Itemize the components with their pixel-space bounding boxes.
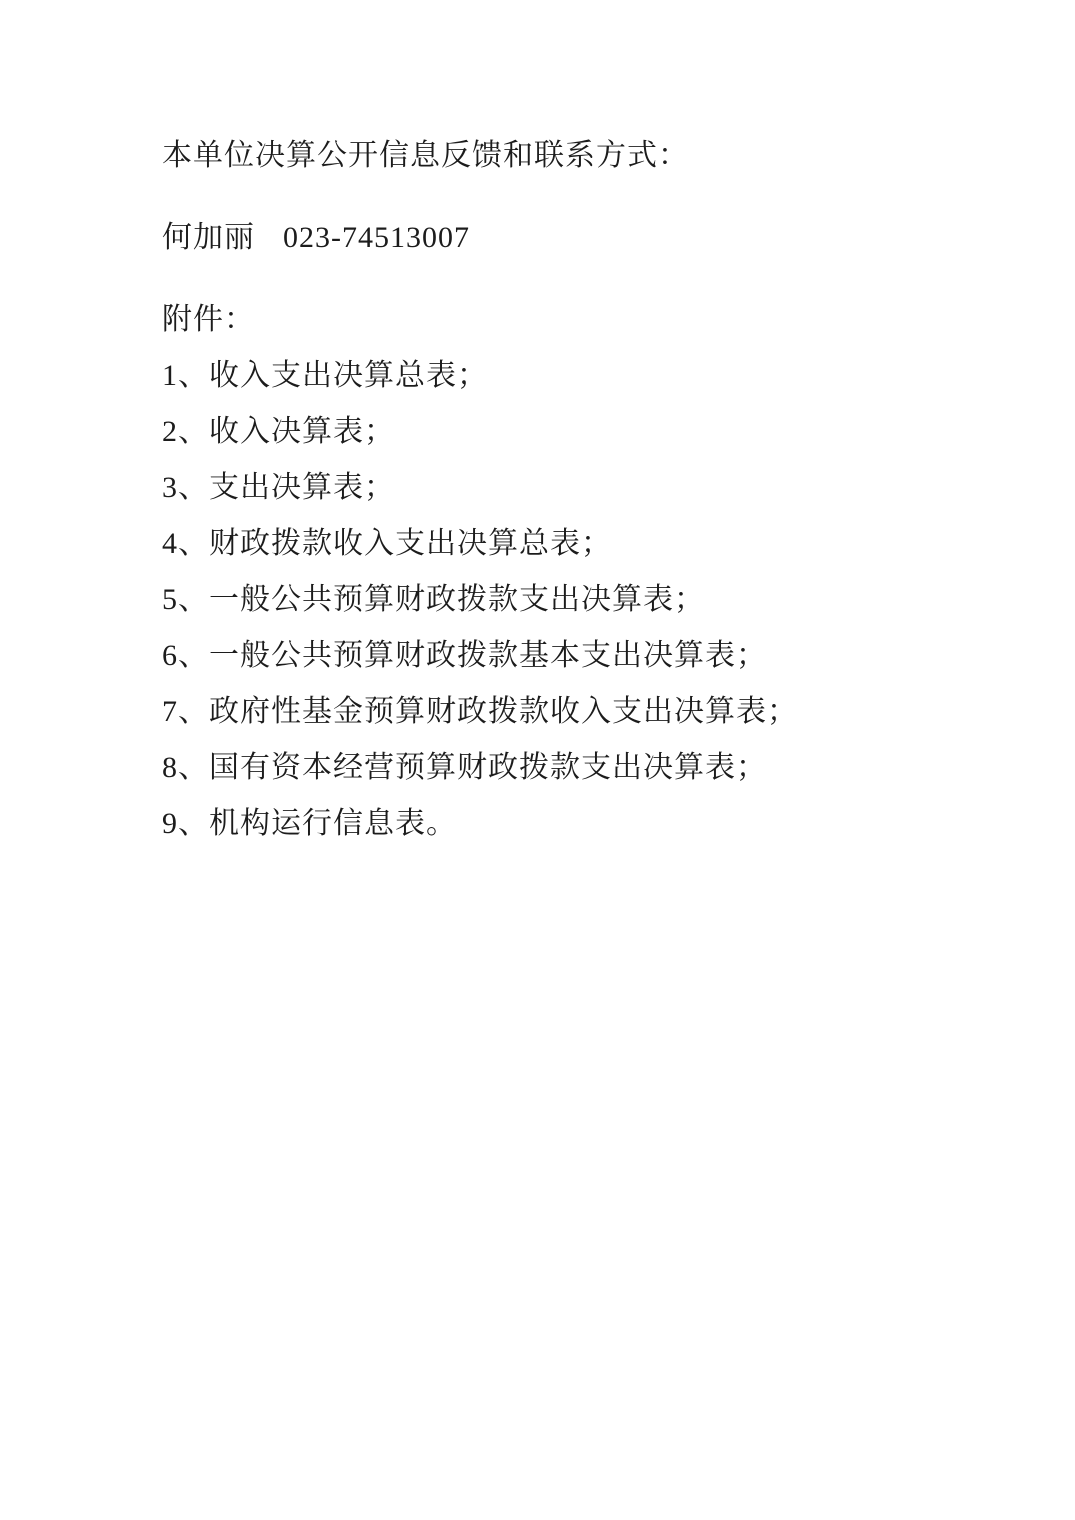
contact-name: 何加丽 [162, 221, 255, 254]
contact-phone: 023-74513007 [283, 221, 470, 254]
attachment-item-7: 7、政府性基金预算财政拨款收入支出决算表； [162, 695, 798, 728]
attachment-item-9: 9、机构运行信息表。 [162, 807, 457, 840]
attachment-item-6: 6、一般公共预算财政拨款基本支出决算表； [162, 639, 767, 672]
attachment-item-3: 3、支出决算表； [162, 471, 395, 504]
attachment-item-2: 2、收入决算表； [162, 415, 395, 448]
contact-line [162, 210, 995, 266]
attachments-label: 附件： [162, 303, 255, 336]
attachment-item-8: 8、国有资本经营预算财政拨款支出决算表； [162, 751, 767, 784]
attachment-item-4: 4、财政拨款收入支出决算总表； [162, 527, 612, 560]
attachment-item-1: 1、收入支出决算总表； [162, 359, 488, 392]
attachment-item-5: 5、一般公共预算财政拨款支出决算表； [162, 583, 705, 616]
contact-heading: 本单位决算公开信息反馈和联系方式： [162, 139, 689, 172]
